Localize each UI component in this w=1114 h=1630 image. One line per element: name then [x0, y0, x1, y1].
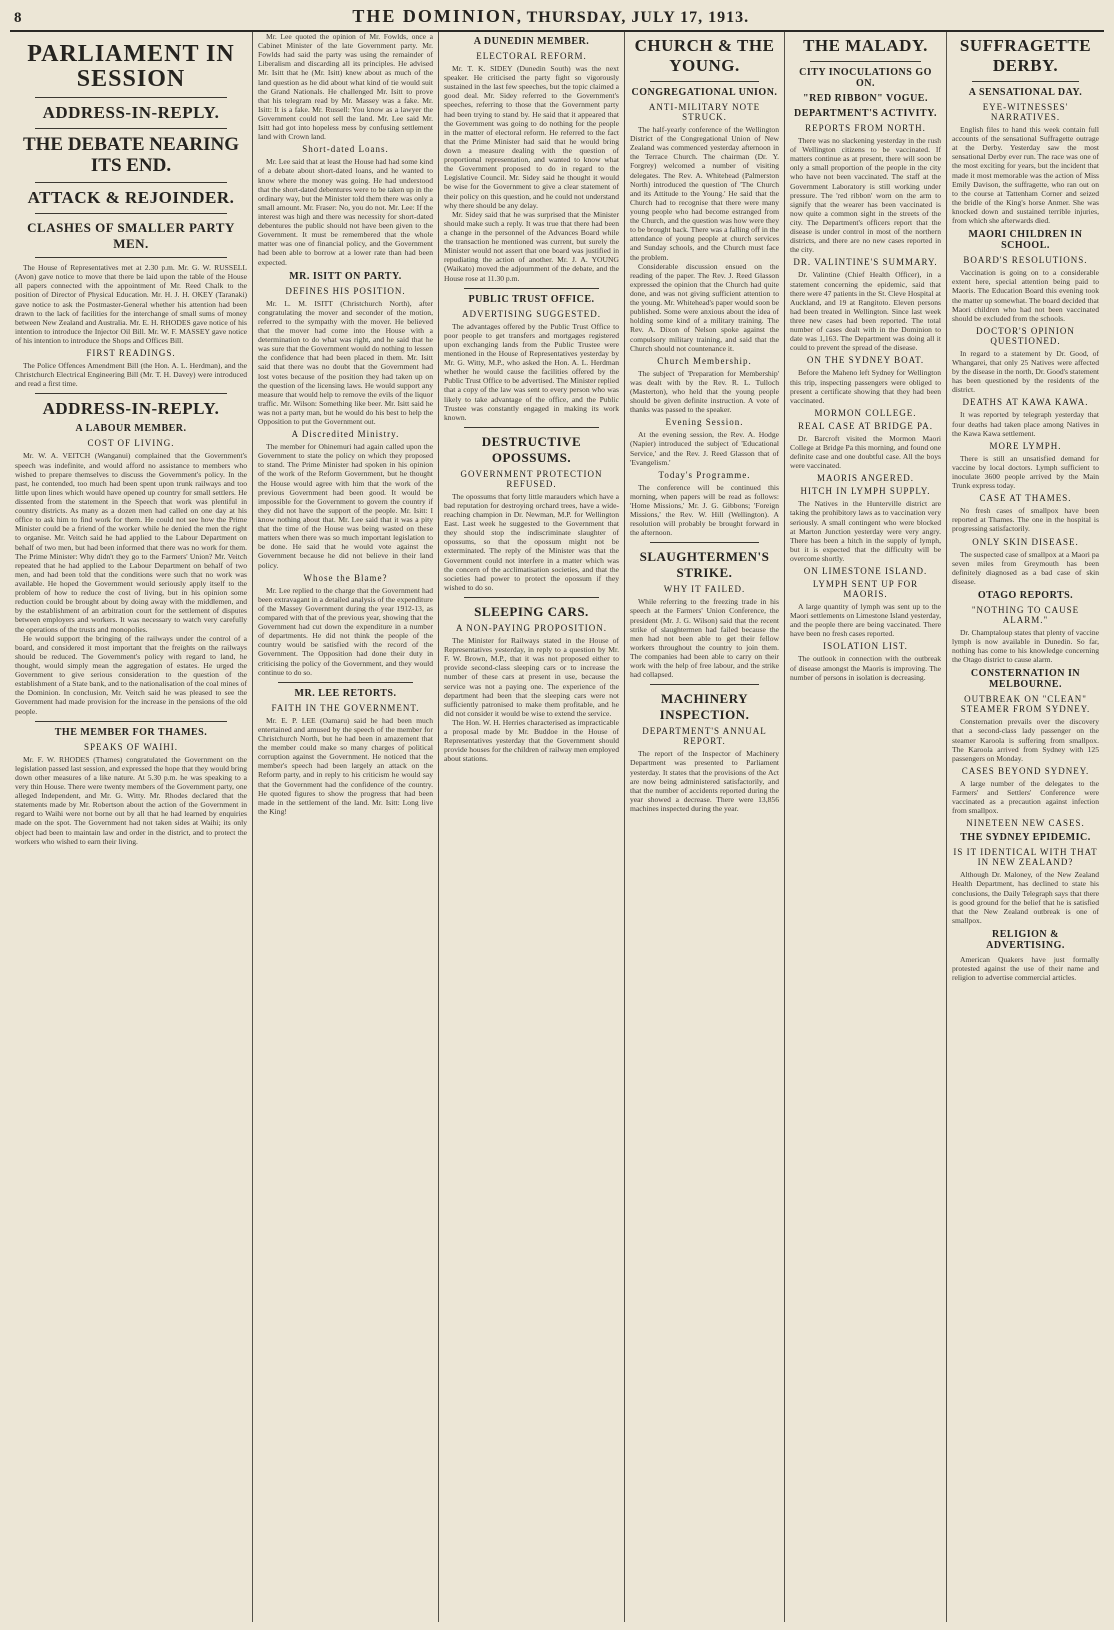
- article-text: [630, 483, 779, 538]
- section-heading: MR. LEE RETORTS.: [294, 687, 397, 699]
- section-heading: ONLY SKIN DISEASE.: [972, 536, 1079, 547]
- paragraph: Mr. Lee said that at least the House had had some kind of a debate about short-dated loans, and he wanted to know where the money was going. He had understood that the short-dated debentures were to be taken up in the ordinary way, but the Minister told them there was only a small amount. Mr. Fraser: No, you do not. Mr. Lee: If the interest was high and there was necessity for short-dated debentures the public should not have been given to the Government. It must be remembered that the whole matter was one of financial policy, and the Government had been able to borrow at a lower rate than had been expected.: [258, 157, 433, 267]
- paragraph: The advantages offered by the Public Trust Office to poor people to get transfers and mortgages registered upon exchanging lands from the Public Trustee were mentioned in the House of Representatives yesterday by Mr. G. Witty, M.P., who asked the Hon. A. L. Herdman whether he would cause the facilities offered by the Public Trust Office to be advertised. The Minister replied that a copy of the law was sent to every person who was likely to take advantage of the office, and the Public Trustee was constantly engaged in making its work known.: [444, 321, 619, 422]
- masthead-title: THE DOMINION, THURSDAY, JULY 17, 1913.: [352, 6, 750, 26]
- columns: [10, 32, 1104, 1622]
- article-text: [790, 654, 941, 681]
- article-text: [790, 499, 941, 563]
- section-heading: CONGREGATIONAL UNION.: [631, 87, 778, 98]
- column-parliament: [10, 32, 252, 1622]
- section-heading: A SENSATIONAL DAY.: [968, 87, 1083, 98]
- section-heading: HITCH IN LYMPH SUPPLY.: [800, 486, 931, 497]
- section-heading: CONSTERNATION IN MELBOURNE.: [970, 668, 1081, 691]
- article-text: [444, 322, 619, 422]
- section-heading: A NON-PAYING PROPOSITION.: [455, 623, 608, 634]
- subhead-address-in-reply: ADDRESS-IN-REPLY.: [42, 103, 220, 123]
- section-heading: RELIGION & ADVERTISING.: [986, 929, 1065, 952]
- section-heading: OUTBREAK ON "CLEAN" STEAMER FROM SYDNEY.: [960, 694, 1091, 715]
- article-text: [630, 597, 779, 679]
- paragraph: The outlook in connection with the outbreak of disease amongst the Maoris is improving. The number of persons in isolation is decreasing.: [790, 654, 941, 682]
- issue-date: THURSDAY, JULY 17, 1913.: [526, 9, 750, 26]
- article-text: [952, 779, 1099, 815]
- paragraph: Before the Maheno left Sydney for Wellington this trip, inspecting passengers were obliged to present a certificate showing that they had been vaccinated.: [790, 368, 941, 405]
- paragraph: Mr. E. P. LEE (Oamaru) said he had been much entertained and amused by the speech of the member for Christchurch North, but he had been in amazement that the member could make so many charges of political corruption against the Government. He noticed that the member's speech had been largely an attack on the Reform party, and in reply to his criticism he would say that the Government had the confidence of the country. He quoted figures to show the progress that had been made in the settlement of the land. Mr. Isitt: Long live the King!: [258, 715, 433, 816]
- article-text: [258, 586, 433, 677]
- article-text: [258, 442, 433, 570]
- article-text: [258, 32, 433, 141]
- section-heading: SLEEPING CARS.: [474, 604, 589, 620]
- article-text: [952, 628, 1099, 664]
- paragraph: English files to hand this week contain full accounts of the sensational Suffragette outrage at the Derby. Yesterday saw the most sensational Derby ever run. The race was one of the most exciting for years, but the incident that made it most memorable was the action of Miss Emily Davison, the suffragette, who ran out on to the course at Tattenham Corner and seized the bridle of the King's horse Anmer. She was knocked down and sustained terrible injuries, from which she afterwards died.: [952, 125, 1099, 226]
- paragraph: The Minister for Railways stated in the House of Representatives yesterday, in reply to a question by Mr. F. W. Brown, M.P., that it was not proposed either to provide second-class sleeping cars or to increase the number of these cars at present in use, because the service was not a paying one. The experience of the department had been that the sleeping cars were not sufficiently patronised to make them profitable, and he did not consider it would be wise to extend the service.: [444, 636, 619, 718]
- section-heading: FAITH IN THE GOVERNMENT.: [271, 702, 420, 713]
- section-heading: MR. ISITT ON PARTY.: [289, 270, 402, 282]
- section-heading: ON LIMESTONE ISLAND.: [803, 566, 928, 577]
- section-heading: THE MEMBER FOR THAMES.: [54, 726, 208, 738]
- article-text: [952, 268, 1099, 323]
- paragraph: Mr. F. W. RHODES (Thames) congratulated the Government on the legislation passed last session, and expressed the hope that they would bring down other measures of a like nature. At 5.30 p.m. he was speaking to a very thin House. There were twenty members of the Government party, one alleged Independent, and Mr. G. Witty. Mr. Rhodes declared that the statements made by Mr. Robertson about the action of the Government in regard to Waihi were not borne out by all that he had learned by enquiries made on the spot. The Government had not taken sides at Waihi; its only object had been to maintain law and order in the district, and to protect the workers who wished to earn their living.: [15, 754, 247, 846]
- article-text: [258, 716, 433, 816]
- subhead-debate-nearing-end: THE DEBATE NEARING ITS END.: [22, 134, 240, 177]
- section-heading: ADDRESS-IN-REPLY.: [42, 399, 220, 419]
- article-text: [15, 451, 247, 715]
- subhead-attack-rejoinder: ATTACK & REJOINDER.: [27, 188, 235, 208]
- section-heading: DR. VALINTINE'S SUMMARY.: [793, 257, 938, 268]
- masthead: [10, 6, 1104, 32]
- section-heading: OTAGO REPORTS.: [977, 589, 1074, 601]
- paragraph: Dr. Barcroft visited the Mormon Maori College at Bridge Pa this morning, and found one definite case and one doubtful case. All the boys were vaccinated.: [790, 433, 941, 471]
- section-heading: LYMPH SENT UP FOR MAORIS.: [812, 579, 919, 600]
- section-heading: BOARD'S RESOLUTIONS.: [963, 255, 1088, 266]
- section-heading: A LABOUR MEMBER.: [75, 423, 187, 435]
- section-heading: PUBLIC TRUST OFFICE.: [468, 293, 595, 305]
- article-text: [15, 361, 247, 388]
- section-heading: Church Membership.: [657, 355, 752, 366]
- paragraph: The half-yearly conference of the Wellington District of the Congregational Union of New Zealand was commenced yesterday afternoon in the Terrace Church. The chairman (Dr. Y. Forgrey) welcomed a number of visiting delegates. The Rev. A. Whitehead (Palmerston North) introduced the question of 'The Church and its Attitude to the Young.' He said that the Church had to recognise that there were many young people who had become estranged from the Church, and the question was how were they to be brought back. There was a falling off in the attendance of young people at church services and Sunday schools, and the Church must face the problem.: [630, 125, 779, 262]
- article-text: [952, 410, 1099, 437]
- paragraph: Mr. L. M. ISITT (Christchurch North), after congratulating the mover and seconder of the motion, referred to the sympathy with the mover. He believed that the mover had come into the House with a determination to do what was right, and he said that he was sure that the Government would do nothing to lessen the confidence that had been placed in them. Mr. Isitt said that there was no doubt that the Government had lost votes because of the position they had taken up on the question of the licensing laws. He would support any measure that would help to remove the evils of the liquor traffic. Mr. Wilson: Something like beer. Mr. Isitt said he was not a party man, but he would do his best to help the Opposition to put the Government out.: [258, 298, 433, 427]
- article-text: [790, 270, 941, 352]
- paragraph: Dr. Champtaloup states that plenty of vaccine lymph is now available in Dunedin. So far, nothing has come to his knowledge concerning the Otago district to cause alarm.: [952, 627, 1099, 665]
- paragraph: The opossums that forty little marauders which have a bad reputation for destroying orchard trees, have a wide-reaching champion in Dr. Newman, M.P. for Wellington East. Last week he suggested to the Government that they should stop the indiscriminate slaughter of opossums, so that the opossum might not be exterminated. The reply of the Minister was that the Government could not interfere in a matter which was the concern of the acclimatisation societies, and that the societies had power to protect the opossum if they wished to do so.: [444, 491, 619, 592]
- article-text: [952, 550, 1099, 586]
- paragraph: The subject of 'Preparation for Membership' was dealt with by the Rev. R. L. Tulloch (Masterton), who held that the young people should be given definite instruction. A vote of thanks was passed to the speaker.: [630, 368, 779, 415]
- section-heading: DESTRUCTIVE OPOSSUMS.: [481, 433, 582, 465]
- section-heading: Whose the Blame?: [303, 572, 388, 583]
- column-debate-continued: [252, 32, 438, 1622]
- paragraph: Mr. Lee replied to the charge that the Government had been extravagant in a detailed analysis of the expenditure of the Massey Government during the year 1912-13, as compared with that of the previous year, showing that the Government had cut down the expenditure in a number of departments. He did not think the people of the country would be satisfied with the record of the Government. The Opposition had done their duty in criticising the policy of the Government, and they would continue to do so.: [258, 585, 433, 677]
- paragraph: Mr. Lee quoted the opinion of Mr. Fowlds, once a Cabinet Minister of the late Government party. Mr. Fowlds had said the party was using the remainder of Liberalism and discarding all its principles. He advised Mr. Isitt that he (Mr. Isitt) knew about as much of the land question as he did about what kind of tie would suit the Grand Nationals. He challenged Mr. Isitt to prove that his telegram read by Mr. Massey was a fake. Mr. Isitt: It is a fake. Mr. Russell: You know as a lawyer the Government could not sell the land. Mr. Lee said Mr. Isitt had got into hopeless mess by confusing settlement land with Crown land.: [258, 32, 433, 142]
- paragraph: The member for Ohinemuri had again called upon the Government to state the policy on which they proposed to stand. The Prime Minister had spoken in his opinion of the work of the Reform Government, but he thought the House would agree with him that the work of the previous Government had been good. It would be impossible for the Government to govern the country if they did not have the support of the people. Mr. Isitt: I know nothing about that. Mr. Lee said that it was a pity that the time of the House was being wasted on these matters when there was so much important legislation to be done. He said that he would vote against the Government because he did not believe in their land policy.: [258, 442, 433, 570]
- article-text: [790, 434, 941, 470]
- section-heading: COST OF LIVING.: [87, 438, 175, 449]
- section-heading: MAORI CHILDREN IN SCHOOL.: [968, 229, 1083, 252]
- section-heading: REAL CASE AT BRIDGE PA.: [798, 420, 933, 431]
- headline-parliament: PARLIAMENT IN SESSION: [27, 41, 235, 93]
- section-heading: DEPARTMENT'S ANNUAL REPORT.: [642, 726, 767, 747]
- article-text: [952, 506, 1099, 533]
- article-text: [952, 717, 1099, 763]
- section-heading: "NOTHING TO CAUSE ALARM.": [971, 604, 1080, 625]
- paragraph: At the evening session, the Rev. A. Hodge (Napier) introduced the subject of 'Educational Service,' and the Rev. J. Reed Glasson that of 'Evangelism.': [630, 430, 779, 467]
- paragraph: He would support the bringing of the railways under the control of a board, and considered it most important that the freights on the railways should be reduced. The Government's policy with regard to land, he thought, would simply mean the aggregation of estates. He urged the Government to give serious consideration to the question of the establishment of a State bank, and to the nationalisation of the coal mines of the Dominion. In conclusion, Mr. Veitch said he was pleased to see the Government had made provision for the increase in the pensions of the old people.: [15, 633, 247, 716]
- section-heading: THE SYDNEY EPIDEMIC.: [960, 832, 1091, 844]
- paragraph: The Hon. W. H. Herries characterised as impracticable a proposal made by Mr. Buddoe in the House of Representatives yesterday that the Government should provide houses for the children of railway men employed about stations.: [444, 718, 619, 764]
- paragraph: Considerable discussion ensued on the reading of the paper. The Rev. J. Reed Glasson expressed the opinion that the Church had quite done, and was not giving sufficient attention to the young. Mr. Whitehead's paper would soon be published. Some were anxious about the idea of holding some kind of a military training. The Rev. A. Dixon of Nelson spoke against the compulsory military training, and said that the Church should not countenance it.: [630, 261, 779, 353]
- paragraph: It was reported by telegraph yesterday that four deaths had taken place among Natives in the Kawa Kawa settlement.: [952, 410, 1099, 438]
- section-heading: Evening Session.: [665, 417, 744, 428]
- column-malady: [784, 32, 946, 1622]
- section-heading: DEFINES HIS POSITION.: [285, 285, 406, 296]
- section-heading: CASES BEYOND SYDNEY.: [961, 765, 1090, 776]
- paragraph: The Police Offences Amendment Bill (the Hon. A. L. Herdman), and the Christchurch Electrical Engineering Bill (Mr. T. H. Davey) were introduced and read a first time.: [15, 361, 247, 389]
- headline-church: CHURCH & THE YOUNG.: [634, 36, 775, 75]
- paragraph: While referring to the freezing trade in his speech at the Farmers' Union Conference, the president (Mr. J. G. Wilson) said that the recent strike of slaughtermen had failed because the men had not been able to get their fellow workers throughout the country to join them. The companies had been able to carry on their work with the help of free labour, and the strike had collapsed.: [630, 597, 779, 680]
- subhead-clashes: CLASHES OF SMALLER PARTY MEN.: [27, 220, 235, 252]
- section-heading: ELECTORAL REFORM.: [476, 51, 587, 61]
- section-heading: WHY IT FAILED.: [663, 584, 746, 595]
- section-heading: ON THE SYDNEY BOAT.: [806, 355, 925, 366]
- section-heading: MORE LYMPH.: [989, 440, 1062, 451]
- paragraph: There was no slackening yesterday in the rush of Wellington citizens to be vaccinated. If matters continue as at present, there will soon be only a small proportion of the people in the city who have not been vaccinated. The staff at the Government Laboratory is still working under pressure. The 'red ribbon' worn on the arm to signify that the wearer has been vaccinated is now quite a common sight in the streets of the city. The Department's officers report that the disease is under control in most of the northern districts, and there are no new cases reported in the city.: [790, 136, 941, 255]
- article-text: [952, 454, 1099, 490]
- paragraph: Mr. T. K. SIDEY (Dunedin South) was the next speaker. He criticised the party fight so vigorously sustained in the last few speeches, but the topic claimed a good deal. Mr. Sidey referred to the Government's speeches, referring to those that the Government party had been trying to stand by. He said that it appeared that the Government was going to do nothing for the people in the matter of electoral reform. He referred to the fact that the Prime Minister had said that he would bring down a measure dealing with the question of proportional representation, and wanted to know what the Government proposed to do in regard to the Legislative Council. Mr. Sidey said he thought it would be wise for the Government to give a clear statement of their policy on this question, and he could not understand why there should be any delay.: [444, 64, 619, 210]
- paragraph: The Natives in the Hunterville district are taking the prohibitory laws as to vaccination very seriously. A small contingent who were blocked at Marton Junction yesterday were very angry. There has been a hitch in the supply of lymph, but it is expected that the difficulty will be overcome shortly.: [790, 499, 941, 563]
- paragraph: A large quantity of lymph was sent up to the Maori settlements on Limestone Island yesterday, and the people there are being vaccinated. There have been no fresh cases reported.: [790, 602, 941, 639]
- section-heading: CITY INOCULATIONS GO ON.: [799, 67, 932, 89]
- section-heading: MACHINERY INSPECTION.: [659, 691, 750, 723]
- section-heading: Short-dated Loans.: [302, 144, 389, 155]
- article-text: [952, 125, 1099, 225]
- paragraph: The report of the Inspector of Machinery Department was presented to Parliament yesterday. It states that the provisions of the Act are now being administered satisfactorily, and that the number of accidents reported during the year showed a decrease. There were 13,856 machines inspected during the year.: [630, 749, 779, 814]
- section-heading: SLAUGHTERMEN'S STRIKE.: [639, 549, 770, 581]
- section-heading: ISOLATION LIST.: [823, 641, 908, 652]
- article-text: [790, 368, 941, 404]
- article-text: [15, 263, 247, 345]
- section-heading: DOCTOR'S OPINION QUESTIONED.: [976, 325, 1075, 346]
- section-heading: DEATHS AT KAWA KAWA.: [962, 397, 1089, 408]
- article-text: [258, 299, 433, 427]
- section-heading: A DUNEDIN MEMBER.: [473, 36, 590, 47]
- section-heading: ANTI-MILITARY NOTE STRUCK.: [648, 102, 761, 122]
- paragraph: The conference will be continued this morning, when papers will be read as follows: 'Home Missions,' Mr. J. G. Gibbons; 'Foreign Missions,' the Rev. W. Hill (Wellington). A resolution will probably be brought forward in the afternoon.: [630, 482, 779, 538]
- section-heading: A Discredited Ministry.: [291, 429, 400, 440]
- section-heading: ADVERTISING SUGGESTED.: [462, 308, 601, 319]
- paper-name: THE DOMINION: [352, 6, 517, 26]
- section-heading: DEPARTMENT'S ACTIVITY.: [794, 108, 937, 119]
- article-text: [790, 136, 941, 254]
- article-text: [630, 125, 779, 353]
- headline-malady: THE MALADY.: [803, 36, 928, 55]
- column-dunedin-member: [438, 32, 624, 1622]
- article-text: [630, 430, 779, 466]
- article-text: [444, 492, 619, 592]
- section-heading: EYE-WITNESSES' NARRATIVES.: [982, 102, 1069, 122]
- paragraph: Dr. Valintine (Chief Health Officer), in a statement concerning the epidemic, said that there were 47 patients in the St. Cleve Hospital at Auckland, and 19 at Rangitoto. Eleven persons had been treated in Wellington. Since last week three new cases had been reported. The total number of cases dealt with in the Dominion to date was 1,163. The Department was doing all it could to prevent the spread of the disease.: [790, 270, 941, 353]
- paragraph: Vaccination is going on to a considerable extent here, special attention being paid to Maoris. The Education Board this evening took the matter up somewhat. The board decided that Maori children who had not been vaccinated should be excluded from the schools.: [952, 268, 1099, 323]
- section-heading: IS IT IDENTICAL WITH THAT IN NEW ZEALAND?: [953, 847, 1098, 868]
- paragraph: Mr. Sidey said that he was surprised that the Minister should make such a reply. It was true that there had been a change in the personnel of the Advances Board while the transaction he mentioned was current, but surely the Minister would not assert that one board was justified in repudiating the action of another. Mr. J. A. YOUNG (Waikato) moved the adjournment of the debate, and the House rose at 11.30 p.m.: [444, 209, 619, 283]
- article-text: [630, 749, 779, 813]
- article-text: [952, 870, 1099, 925]
- section-heading: SPEAKS OF WAIHI.: [83, 741, 179, 752]
- section-heading: MAORIS ANGERED.: [816, 473, 914, 484]
- section-heading: Today's Programme.: [658, 469, 751, 480]
- article-text: [952, 349, 1099, 395]
- article-text: [15, 755, 247, 846]
- article-text: [444, 636, 619, 764]
- column-suffragette: [946, 32, 1104, 1622]
- paragraph: Consternation prevails over the discovery that a second-class lady passenger on the steamer Karoola is suffering from smallpox. The Karoola arrived from Sydney with 125 passengers on Monday.: [952, 717, 1099, 763]
- article-text: [952, 955, 1099, 982]
- article-text: [630, 369, 779, 415]
- page-number: 8: [14, 10, 22, 26]
- headline-suffragette: SUFFRAGETTE DERBY.: [959, 36, 1092, 75]
- section-heading: FIRST READINGS.: [86, 348, 176, 359]
- paragraph: The House of Representatives met at 2.30 p.m. Mr. G. W. RUSSELL (Avon) gave notice to move that there be laid upon the table of the House all papers connected with the appointment of Mr. Reed Chalk to the position of Director of Physical Education. Mr. H. J. H. OKEY (Taranaki) gave notice to ask the Postmaster-General whether his attention had been drawn to the lack of facilities for the interchange of small sums of money between New Zealand and Australia. Mr. E. H. RHODES gave notice of his intention to introduce the Injector Oil Bill. Mr. W. F. MASSEY gave notice of his intention to introduce the Shops and Offices Bill.: [15, 263, 247, 346]
- paragraph: In regard to a statement by Dr. Good, of Whangarei, that only 25 Natives were affected by the disease in the north, Dr. Good's statement has been questioned by the residents of the district.: [952, 348, 1099, 395]
- section-heading: GOVERNMENT PROTECTION REFUSED.: [460, 468, 603, 489]
- paragraph: Although Dr. Maloney, of the New Zealand Health Department, has declined to state his conclusions, the Daily Telegraph says that there is good ground for the belief that he is satisfied that the New Zealand outbreak is one of smallpox.: [952, 870, 1099, 925]
- section-heading: "RED RIBBON" VOGUE.: [803, 93, 928, 104]
- paragraph: No fresh cases of smallpox have been reported at Thames. The one in the hospital is progressing satisfactorily.: [952, 506, 1099, 534]
- paragraph: The suspected case of smallpox at a Maori pa seven miles from Greymouth has been definitely diagnosed as a bad case of skin disease.: [952, 549, 1099, 586]
- section-heading: NINETEEN NEW CASES.: [966, 818, 1085, 829]
- section-heading: CASE AT THAMES.: [979, 493, 1072, 504]
- paragraph: American Quakers have just formally protested against the use of their name and religion to advertise commercial articles.: [952, 955, 1099, 983]
- article-text: [258, 157, 433, 266]
- paragraph: Mr. W. A. VEITCH (Wanganui) complained that the Government's speech was indefinite, and would afford no assistance to members who wished to prepare themselves to discuss the Government's policy. In the past, he contended, too much had been spent upon trunk railways and too little upon lines which would have opened up country for small settlers. He dissented from the statement in the Speech that work was plentiful in country districts. As many as a dozen men had called on one day at his office to ask him to find work for them. He could not see how the Prime Minister could be a friend of the worker while he denied the men the right to organise. Mr. Veitch said he had applied to the Labour Department on behalf of two men, but had been informed that there was no work for them. The Prime Minister: Why didn't they go to the Farmers' Union? Mr. Veitch repeated that he had applied to the Labour Department on behalf of two men, and had been told that the conditions were such that no work was available. He hoped the Government would seriously apply itself to the problem of how to reduce the cost of living, but in his opinion some reduction could be brought about by doing away with the middlemen, and by the establishment of an arbitration court for the settlement of disputes between employers and workers. It was necessary to watch very carefully the operations of the trusts and monopolies.: [15, 451, 247, 634]
- article-text: [790, 602, 941, 638]
- paragraph: A large number of the delegates to the Farmers' and Settlers' Conference were vaccinated as a precaution against infection from smallpox.: [952, 778, 1099, 816]
- paragraph: There is still an unsatisfied demand for vaccine by local doctors. Lymph sufficient to inoculate 3600 people arrived by the Main Trunk express today.: [952, 453, 1099, 491]
- column-church: [624, 32, 784, 1622]
- article-text: [444, 64, 619, 283]
- section-heading: REPORTS FROM NORTH.: [805, 123, 926, 133]
- section-heading: MORMON COLLEGE.: [814, 407, 917, 418]
